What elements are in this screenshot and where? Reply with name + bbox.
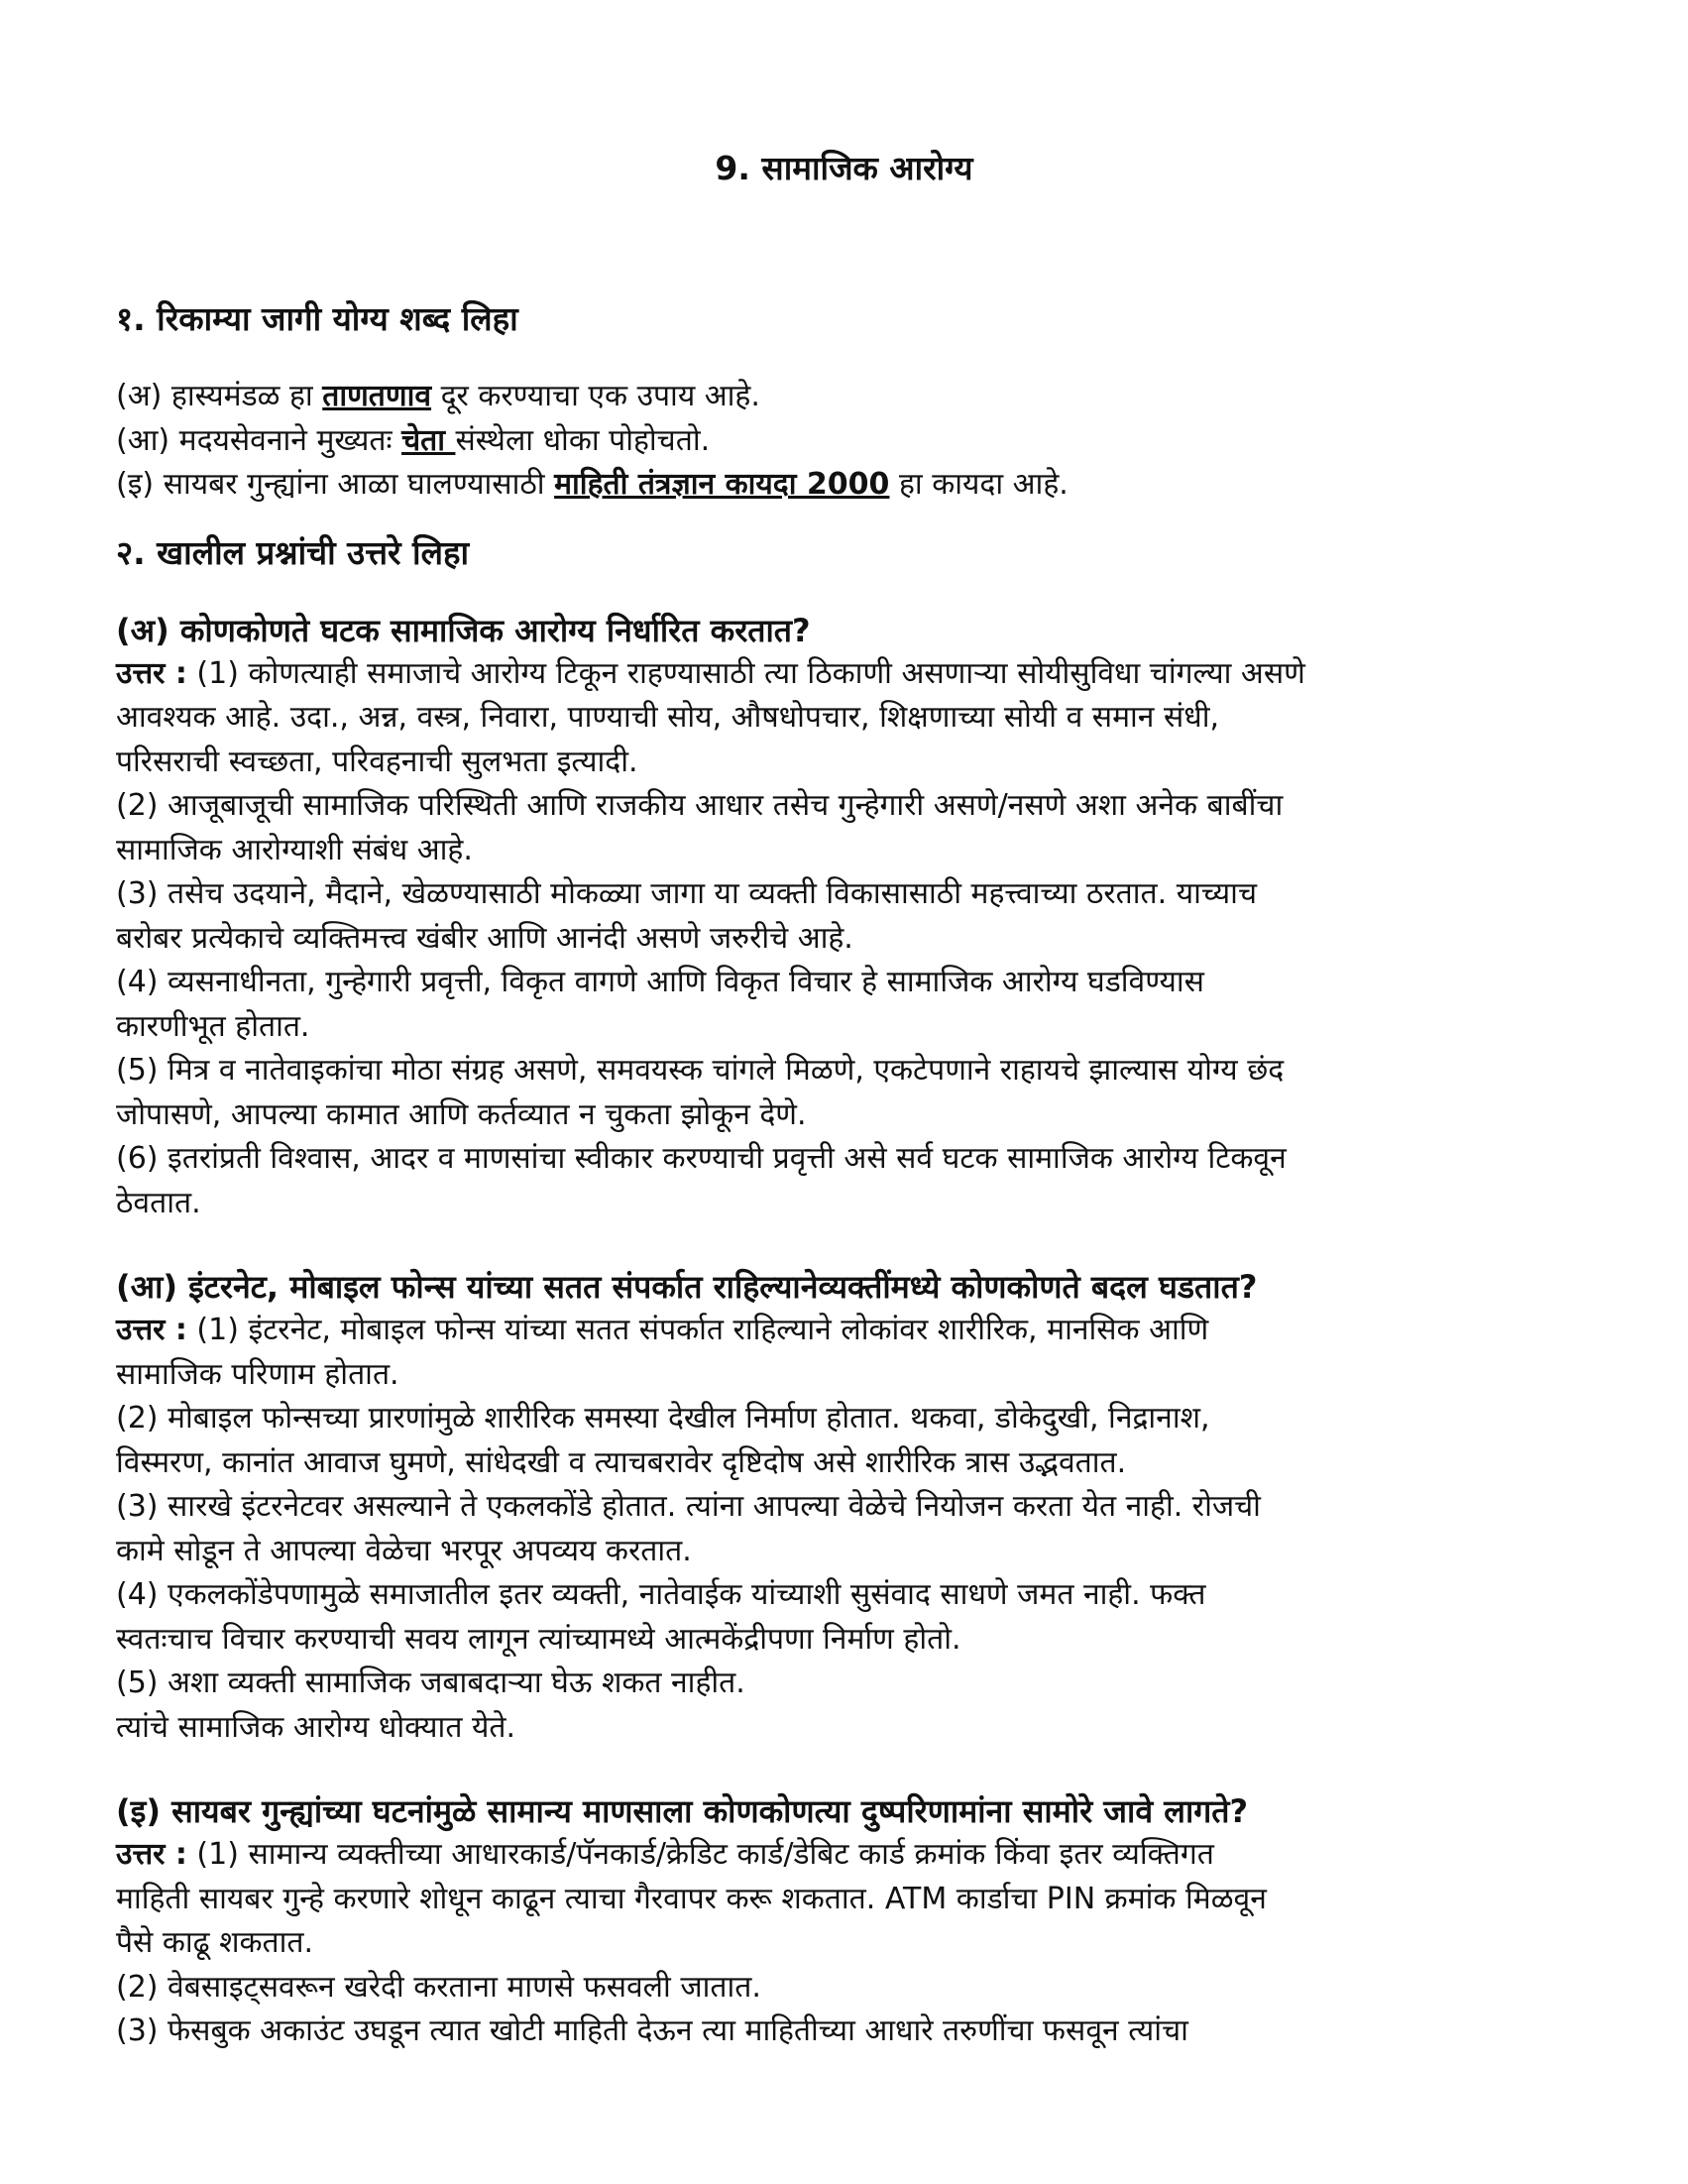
page-cutoff-line [116, 2129, 1583, 2151]
question-block-aa [116, 1265, 1583, 1750]
question-text: (आ) इंटरनेट, मोबाइल फोन्स यांच्या सतत संपर्कात राहिल्यानेव्यक्तींमध्ये कोणकोणते बदल घडतात? [116, 1268, 1258, 1306]
item-text-before: मदयसेवनाने मुख्यतः [178, 422, 402, 458]
answer-line: जोपासणे, आपल्या कामात आणि कर्तव्यात न चुकता झोकून देणे. [116, 1096, 807, 1132]
question-block-a [116, 609, 1583, 1226]
answer-line: (2) वेबसाइट्सवरून खरेदी करताना माणसे फसवली जातात. [116, 1969, 761, 2005]
item-label: (इ) [116, 467, 155, 502]
item-label: (आ) [116, 422, 170, 458]
answer-line: पैसे काढू शकतात. [116, 1925, 314, 1960]
answer-line: सामाजिक आरोग्याशी संबंध आहे. [116, 832, 473, 867]
item-label: (अ) [116, 379, 163, 413]
answer-line: सामाजिक परिणाम होतात. [116, 1356, 399, 1392]
answer-line: (5) मित्र व नातेवाइकांचा मोठा संग्रह असणे, समवयस्क चांगले मिळणे, एकटेपणाने राहायचे झाल्यास योग्य छंद [116, 1053, 1285, 1088]
fill-blank-item [116, 375, 1583, 419]
answer-line: स्वतःचाच विचार करण्याची सवय लागून त्यांच्यामध्ये आत्मकेंद्रीपणा निर्माण होतो. [116, 1621, 961, 1657]
item-text-after: दूर करण्याचा एक उपाय आहे. [431, 379, 760, 413]
answer-line: (5) अशा व्यक्ती सामाजिक जबाबदाऱ्या घेऊ शकत नाहीत. [116, 1666, 745, 1700]
answer-label: उत्तर : [116, 1313, 187, 1347]
answer-line: उत्तर : (1) सामान्य व्यक्तीच्या आधारकार्ड/पॅनकार्ड/क्रेडिट कार्ड/डेबिट कार्ड क्रमांक किंवा इतर व्यक्तिगत [116, 1837, 1214, 1872]
answer-line: (3) तसेच उदयाने, मैदाने, खेळण्यासाठी मोकळ्या जागा या व्यक्ती विकासासाठी महत्त्वाच्या ठरतात. याच्याच [116, 876, 1257, 911]
answer-line: परिसराची स्वच्छता, परिवहनाची सुलभता इत्यादी. [116, 744, 638, 779]
answer-line: (4) व्यसनाधीनता, गुन्हेगारी प्रवृत्ती, विकृत वागणे आणि विकृत विचार हे सामाजिक आरोग्य घडविण्यास [116, 965, 1204, 999]
filled-answer: ताणतणाव [322, 379, 432, 413]
answer-line: त्यांचे सामाजिक आरोग्य धोक्यात येते. [116, 1709, 516, 1745]
answer-label: उत्तर : [116, 655, 187, 691]
question-text: (इ) सायबर गुन्ह्यांच्या घटनांमुळे सामान्य माणसाला कोणकोणत्या दुष्परिणामांना सामोरे जावे लागते? [116, 1792, 1249, 1830]
item-text-after: हा कायदा आहे. [889, 467, 1069, 502]
answer-line: (3) फेसबुक अकाउंट उघडून त्यात खोटी माहिती देऊन त्या माहितीच्या आधारे तरुणींचा फसवून त्यांचा [116, 2013, 1188, 2048]
answer-line: (6) इतरांप्रती विश्वास, आदर व माणसांचा स्वीकार करण्याची प्रवृत्ती असे सर्व घटक सामाजिक आरोग्य टिकवून [116, 1141, 1287, 1176]
page-title: 9. सामाजिक आरोग्य [715, 149, 973, 187]
question-text: (अ) कोणकोणते घटक सामाजिक आरोग्य निर्धारित करतात? [116, 611, 811, 649]
answer-line: (2) मोबाइल फोन्सच्या प्रारणांमुळे शारीरिक समस्या देखील निर्माण होतात. थकवा, डोकेदुखी, निद्रानाश, [116, 1401, 1210, 1436]
answer-line: बरोबर प्रत्येकाचे व्यक्तिमत्त्व खंबीर आणि आनंदी असणे जरुरीचे आहे. [116, 920, 853, 956]
item-text-before: सायबर गुन्ह्यांना आळा घालण्यासाठी [163, 467, 555, 502]
answer-line: माहिती सायबर गुन्हे करणारे शोधून काढून त्याचा गैरवापर करू शकतात. ATM कार्डाचा PIN क्रमांक मिळवून [116, 1881, 1267, 1916]
fill-blank-item [116, 419, 1583, 464]
fill-blank-item [116, 463, 1583, 508]
question-block-i [116, 1789, 1583, 2054]
answer-line: कामे सोडून ते आपल्या वेळेचा भरपूर अपव्यय करतात. [116, 1533, 692, 1568]
document-body [116, 297, 1583, 2054]
item-text-after: संस्थेला धोका पोहोचतो. [455, 422, 711, 458]
section-1-heading: १. रिकाम्या जागी योग्य शब्द लिहा [116, 299, 518, 338]
answer-line: (3) सारखे इंटरनेटवर असल्याने ते एकलकोंडे होतात. त्यांना आपल्या वेळेचे नियोजन करता येत नाही. रोजची [116, 1489, 1261, 1524]
answer-line: विस्मरण, कानांत आवाज घुमणे, सांधेदखी व त्याचबरावेर दृष्टिदोष असे शारीरिक त्रास उद्भवतात. [116, 1444, 1127, 1480]
item-text-before: हास्यमंडळ हा [170, 379, 323, 413]
answer-line: (4) एकलकोंडेपणामुळे समाजातील इतर व्यक्ती, नातेवाईक यांच्याशी सुसंवाद साधणे जमत नाही. फक्त [116, 1577, 1206, 1612]
answer-line: उत्तर : (1) कोणत्याही समाजाचे आरोग्य टिकून राहण्यासाठी त्या ठिकाणी असणाऱ्या सोयीसुविधा चांगल्या असणे [116, 655, 1305, 691]
section-2-heading: २. खालील प्रश्नांची उत्तरे लिहा [116, 532, 470, 572]
answer-line: ठेवतात. [116, 1185, 201, 1220]
answer-line: उत्तर : (1) इंटरनेट, मोबाइल फोन्स यांच्या सतत संपर्कात राहिल्याने लोकांवर शारीरिक, मानसिक आणि [116, 1313, 1209, 1347]
answer-line: कारणीभूत होतात. [116, 1008, 310, 1044]
answer-line: (2) आजूबाजूची सामाजिक परिस्थिती आणि राजकीय आधार तसेच गुन्हेगारी असणे/नसणे अशा अनेक बाबींचा [116, 788, 1284, 823]
filled-answer: चेता [401, 422, 456, 458]
filled-answer: माहिती तंत्रज्ञान कायदा 2000 [554, 467, 890, 502]
answer-label: उत्तर : [116, 1837, 187, 1872]
answer-line: आवश्यक आहे. उदा., अन्न, वस्त्र, निवारा, पाण्याची सोय, औषधोपचार, शिक्षणाच्या सोयी व समान संधी, [116, 700, 1220, 735]
